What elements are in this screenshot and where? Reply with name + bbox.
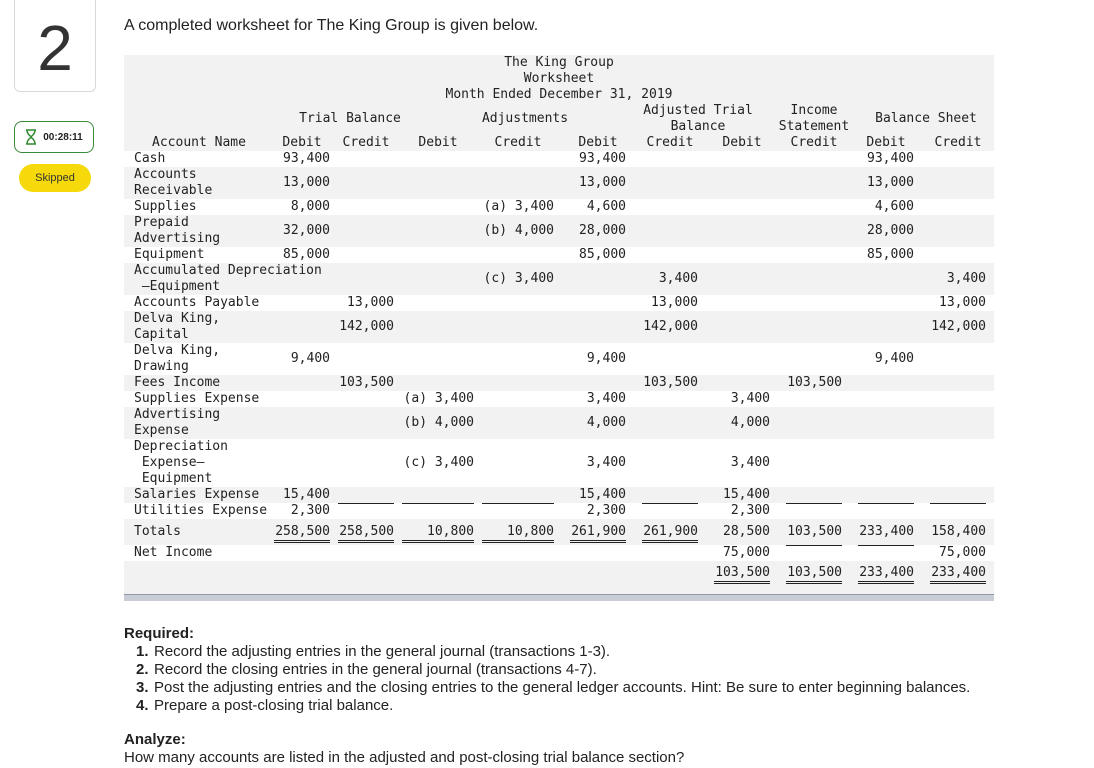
- cell-value: 10,800: [402, 524, 474, 543]
- account-name: Delva King, Drawing: [134, 343, 221, 374]
- cell-value: 13,000: [651, 295, 698, 310]
- cell-value: 103,500: [714, 565, 770, 584]
- group-income-statement-l2: Statement: [778, 119, 850, 134]
- cell-value: 142,000: [643, 319, 698, 334]
- col-header-debit: Debit: [866, 135, 906, 150]
- cell-value: 13,000: [867, 175, 914, 190]
- group-trial-balance: Trial Balance: [299, 111, 401, 126]
- worksheet-title-company: The King Group: [504, 55, 614, 70]
- required-item-2: 2. Record the closing entries in the general journal (transactions 4-7).: [136, 661, 597, 678]
- hourglass-icon: [25, 129, 37, 145]
- cell-value: 2,300: [274, 503, 330, 520]
- table-row: [124, 295, 994, 311]
- table-row: [124, 311, 994, 343]
- cell-value: 3,400: [586, 455, 626, 470]
- required-item-4: 4. Prepare a post-closing trial balance.: [136, 697, 394, 714]
- cell-value: 158,400: [931, 524, 986, 539]
- col-header-credit: Credit: [494, 135, 542, 150]
- cell-value: 28,000: [579, 223, 626, 238]
- cell-value: [858, 545, 914, 546]
- cell-value: (b) 4,000: [403, 415, 474, 430]
- analyze-question: How many accounts are listed in the adjusted and post-closing trial balance section?: [124, 749, 685, 766]
- cell-value: [930, 503, 986, 504]
- table-row: [124, 519, 994, 545]
- cell-value: 103,500: [787, 524, 842, 539]
- cell-value: 13,000: [939, 295, 986, 310]
- col-header-debit: Debit: [578, 135, 618, 150]
- group-income-statement-l1: Income: [790, 103, 838, 118]
- cell-value: (c) 3,400: [483, 271, 554, 286]
- account-name: Salaries Expense: [134, 487, 260, 502]
- cell-value: 75,000: [714, 545, 770, 562]
- table-row: [124, 343, 994, 375]
- col-header-credit: Credit: [790, 135, 838, 150]
- table-row: [124, 545, 994, 561]
- cell-value: [786, 503, 842, 504]
- cell-value: [402, 503, 474, 504]
- cell-value: 4,000: [586, 415, 626, 430]
- cell-value: 9,400: [874, 351, 914, 366]
- intro-text: A completed worksheet for The King Group is given below.: [124, 17, 539, 34]
- cell-value: 15,400: [283, 487, 330, 502]
- group-adjustments: Adjustments: [481, 111, 569, 126]
- table-row: [124, 407, 994, 439]
- cell-value: [858, 503, 914, 504]
- cell-value: (a) 3,400: [403, 391, 474, 406]
- account-name: Cash: [134, 151, 166, 166]
- cell-value: 3,400: [586, 391, 626, 406]
- account-name: Prepaid Advertising: [134, 215, 221, 246]
- table-row: [124, 561, 994, 585]
- table-row: [124, 263, 994, 295]
- col-header-account-name: Account Name: [152, 135, 246, 150]
- account-name: Depreciation Expense— Equipment: [134, 439, 228, 486]
- cell-value: 9,400: [290, 351, 330, 366]
- timer: [14, 121, 94, 153]
- account-name: Delva King, Capital: [134, 311, 221, 342]
- required-item-3: 3. Post the adjusting entries and the closing entries to the general ledger accounts. Hint: Be sure to enter beginning balances.: [136, 679, 971, 696]
- account-name: Equipment: [134, 247, 205, 262]
- worksheet-title-period: Month Ended December 31, 2019: [445, 87, 673, 102]
- account-name: Accounts Receivable: [134, 167, 213, 198]
- cell-value: 4,600: [874, 199, 914, 214]
- cell-value: 15,400: [579, 487, 626, 502]
- cell-value: [482, 503, 554, 504]
- cell-value: 15,400: [723, 487, 770, 502]
- cell-value: 103,500: [339, 375, 394, 390]
- question-number-box: [14, 0, 96, 92]
- col-header-credit: Credit: [934, 135, 982, 150]
- cell-value: 28,500: [723, 524, 770, 539]
- instructions: [124, 625, 970, 767]
- table-row: [124, 151, 994, 167]
- required-label: Required:: [124, 625, 195, 642]
- table-row: [124, 199, 994, 215]
- col-header-debit: Debit: [282, 135, 322, 150]
- cell-value: 13,000: [579, 175, 626, 190]
- account-name: Supplies Expense: [134, 391, 260, 406]
- cell-value: 103,500: [786, 565, 842, 584]
- cell-value: 13,000: [347, 295, 394, 310]
- cell-value: 258,500: [274, 524, 330, 543]
- cell-value: 233,400: [859, 524, 914, 539]
- cell-value: 3,400: [730, 455, 770, 470]
- cell-value: 142,000: [339, 319, 394, 334]
- cell-value: 28,000: [867, 223, 914, 238]
- table-row: [124, 503, 994, 519]
- cell-value: 85,000: [283, 247, 330, 262]
- cell-value: 142,000: [931, 319, 986, 334]
- cell-value: 233,400: [930, 565, 986, 584]
- cell-value: [642, 503, 698, 504]
- account-name: Advertising Expense: [134, 407, 221, 438]
- worksheet-table: [124, 55, 994, 601]
- table-row: [124, 487, 994, 503]
- account-name: Fees Income: [134, 375, 221, 390]
- col-header-credit: Credit: [342, 135, 390, 150]
- cell-value: 4,600: [586, 199, 626, 214]
- cell-value: 261,900: [642, 524, 698, 543]
- cell-value: 85,000: [579, 247, 626, 262]
- col-header-debit: Debit: [418, 135, 458, 150]
- cell-value: 9,400: [586, 351, 626, 366]
- account-name: Utilities Expense: [134, 503, 268, 518]
- table-row: [124, 439, 994, 487]
- required-item-1: 1. Record the adjusting entries in the general journal (transactions 1-3).: [136, 643, 611, 660]
- table-row: [124, 215, 994, 247]
- timer-text: 00:28:11: [43, 131, 83, 143]
- cell-value: 93,400: [867, 151, 914, 166]
- cell-value: (b) 4,000: [483, 223, 554, 238]
- cell-value: 258,500: [338, 524, 394, 543]
- cell-value: 93,400: [283, 151, 330, 166]
- group-adjusted-trial-balance-l2: Balance: [670, 119, 726, 134]
- col-header-credit: Credit: [646, 135, 694, 150]
- worksheet-title-name: Worksheet: [523, 71, 595, 86]
- cell-value: 233,400: [858, 565, 914, 584]
- cell-value: 103,500: [787, 375, 842, 390]
- table-row: [124, 247, 994, 263]
- table-row: [124, 391, 994, 407]
- skipped-badge[interactable]: Skipped: [19, 164, 91, 192]
- account-name: Totals: [134, 524, 181, 539]
- account-name: Accounts Payable: [134, 295, 260, 310]
- cell-value: 10,800: [482, 524, 554, 543]
- cell-value: 103,500: [643, 375, 698, 390]
- analyze-label: Analyze:: [124, 731, 186, 748]
- cell-value: 32,000: [283, 223, 330, 238]
- cell-value: 85,000: [867, 247, 914, 262]
- cell-value: 13,000: [283, 175, 330, 190]
- cell-value: 3,400: [946, 271, 986, 286]
- table-row: [124, 375, 994, 391]
- worksheet-bottom-bar: [124, 594, 994, 601]
- cell-value: 93,400: [579, 151, 626, 166]
- cell-value: 2,300: [570, 503, 626, 520]
- cell-value: 3,400: [658, 271, 698, 286]
- account-name: Supplies: [134, 199, 197, 214]
- cell-value: (c) 3,400: [403, 455, 474, 470]
- question-number: 2: [37, 11, 73, 84]
- cell-value: 75,000: [930, 545, 986, 562]
- cell-value: (a) 3,400: [483, 199, 554, 214]
- group-balance-sheet: Balance Sheet: [875, 111, 977, 126]
- cell-value: 3,400: [730, 391, 770, 406]
- col-header-debit: Debit: [722, 135, 762, 150]
- cell-value: 8,000: [290, 199, 330, 214]
- cell-value: [338, 503, 394, 504]
- account-name: Net Income: [134, 545, 213, 560]
- cell-value: 4,000: [730, 415, 770, 430]
- group-adjusted-trial-balance-l1: Adjusted Trial: [643, 103, 753, 118]
- cell-value: 2,300: [714, 503, 770, 520]
- table-row: [124, 167, 994, 199]
- account-name: Accumulated Depreciation —Equipment: [134, 263, 322, 294]
- cell-value: 261,900: [570, 524, 626, 543]
- cell-value: [786, 545, 842, 546]
